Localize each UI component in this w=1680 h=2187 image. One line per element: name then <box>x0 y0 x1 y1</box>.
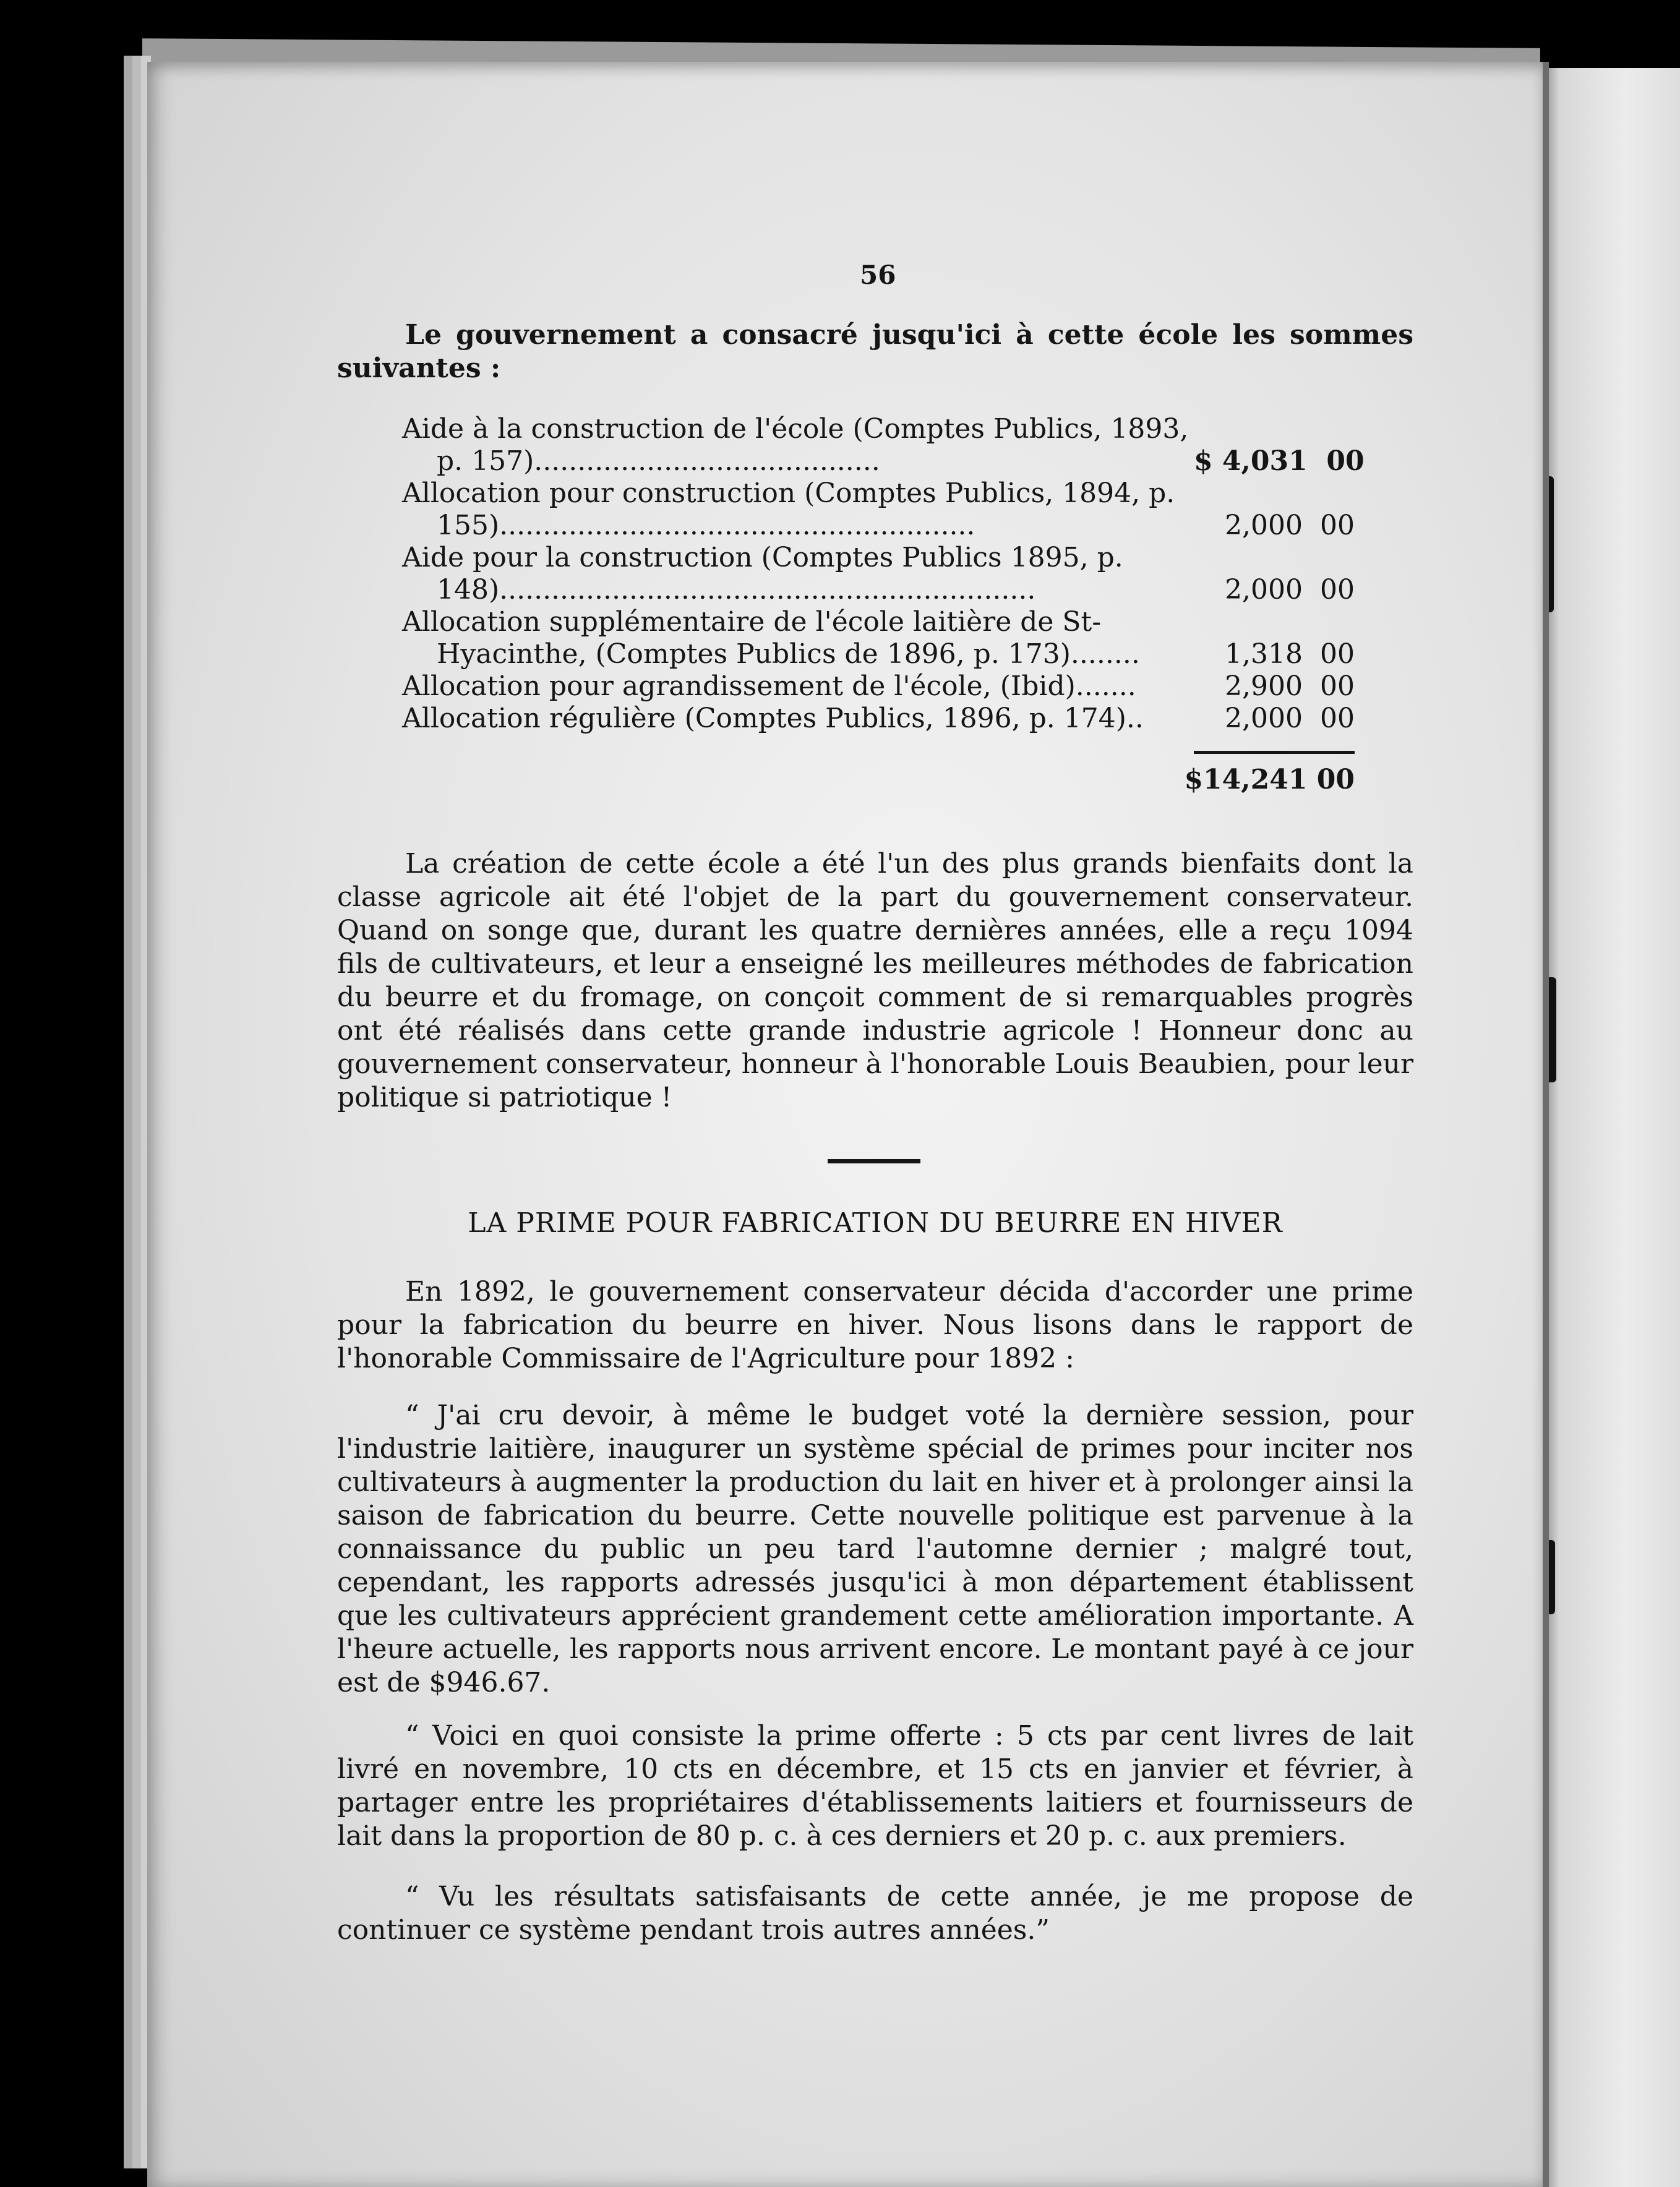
page-number: 56 <box>860 260 896 290</box>
ledger-entry-description: Aide à la construction de l'école (Comptes Publics, 1893, p. 157)........................................ <box>402 413 1189 477</box>
ledger-entry <box>402 703 1355 735</box>
ledger-entry <box>402 413 1365 477</box>
ledger-entry-amount: 2,000 00 <box>1225 510 1355 541</box>
quoted-paragraph: “ Voici en quoi consiste la prime offerte : 5 cts par cent livres de lait livré en novembre, 10 cts en décembre, et 15 cts en janvier et février, à partager entre les propriétaires d'établissements laitiers et fournisseurs de lait dans la proportion de 80 p. c. à ces derniers et 20 p. c. aux premiers. <box>337 1720 1413 1852</box>
facing-page <box>1543 68 1680 2187</box>
section-separator <box>828 1159 920 1163</box>
ledger-total: $14,241 00 <box>1184 764 1355 795</box>
ledger-entry <box>402 477 1355 542</box>
ledger-entry-description: Allocation supplémentaire de l'école laitière de St-Hyacinthe, (Comptes Publics de 1896, p. 173)........ <box>402 606 1140 670</box>
sum-rule-row <box>402 751 1355 754</box>
ledger-entry <box>402 670 1355 703</box>
section-heading: LA PRIME POUR FABRICATION DU BEURRE EN HIVER <box>468 1207 1283 1239</box>
ledger-entry <box>402 542 1355 606</box>
ledger-entry <box>402 606 1355 670</box>
body-paragraph: La création de cette école a été l'un des plus grands bienfaits dont la classe agricole ait été l'objet de la part du gouvernement conservateur. Quand on songe que, durant les quatre dernières années, elle a reçu 1094 fils de cultivateurs, et leur a enseigné les meilleures méthodes de fabrication du beurre et du fromage, on conçoit comment de si remarquables progrès ont été réalisés dans cette grande industrie agricole ! Honneur donc au gouvernement conservateur, honneur à l'honorable Louis Beaubien, pour leur politique si patriotique ! <box>337 848 1413 1113</box>
ledger-entry-description: Allocation régulière (Comptes Publics, 1896, p. 174).. <box>402 703 1144 734</box>
ledger-entry-description: Allocation pour construction (Comptes Publics, 1894, p. 155)....................................................... <box>402 477 1175 541</box>
intro-paragraph: Le gouvernement a consacré jusqu'ici à cette école les sommes suivantes : <box>337 319 1413 384</box>
body-paragraph: En 1892, le gouvernement conservateur décida d'accorder une prime pour la fabrication du beurre en hiver. Nous lisons dans le rapport de l'honorable Commissaire de l'Agriculture pour 1892 : <box>337 1276 1413 1374</box>
sum-rule <box>1194 751 1355 754</box>
ledger-entry-description: Allocation pour agrandissement de l'école, (Ibid)....... <box>402 670 1136 702</box>
quoted-paragraph: “ Vu les résultats satisfaisants de cette année, je me propose de continuer ce système pendant trois autres années.” <box>337 1881 1413 1946</box>
ledger-entry-amount: 1,318 00 <box>1225 638 1355 670</box>
ledger-entry-amount: $ 4,031 00 <box>1194 445 1365 477</box>
ledger-entry-description: Aide pour la construction (Comptes Publics 1895, p. 148).............................................................. <box>402 542 1123 606</box>
expense-ledger <box>402 413 1365 796</box>
quoted-paragraph: “ J'ai cru devoir, à même le budget voté la dernière session, pour l'industrie laitière, inaugurer un système spécial de primes pour inciter nos cultivateurs à augmenter la production du lait en hiver et à prolonger ainsi la saison de fabrication du beurre. Cette nouvelle politique est parvenue à la connaissance du public un peu tard l'automne dernier ; malgré tout, cependant, les rapports adressés jusqu'ici à mon département établissent que les cultivateurs apprécient grandement cette amélioration importante. A l'heure actuelle, les rapports nous arrivent encore. Le montant payé à ce jour est de $946.67. <box>337 1400 1413 1698</box>
ledger-entry-amount: 2,000 00 <box>1225 703 1355 734</box>
ledger-entry-amount: 2,000 00 <box>1225 574 1355 606</box>
ledger-entry-amount: 2,900 00 <box>1225 670 1355 702</box>
